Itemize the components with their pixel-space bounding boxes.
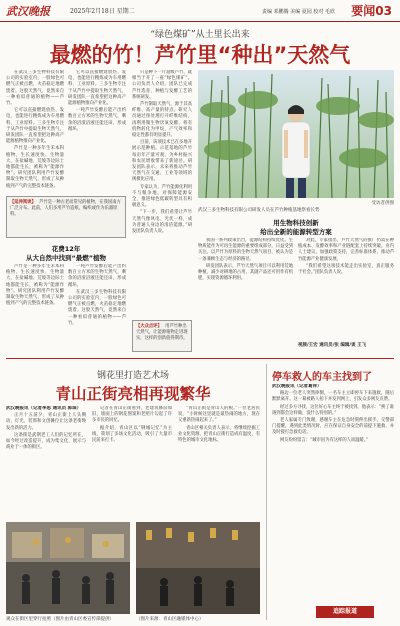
paragraph: 它可以直接燃烧放热、发电，也能进行精炼成为车用燃料、工业原料。三多生物专注于从芦竹中提取生物天然气，研发团队一直希望把这种高产能源植物推向产业化。 (6, 108, 64, 145)
paragraph: 它可以直接燃烧放热、发电，也能进行精炼成为车用燃料、工业原料。三多生物专注于从芦竹中提取生物天然气，研发团队一直希望把这种高产能源植物推向产业化。 (68, 70, 126, 107)
top-story-col1 (6, 70, 64, 204)
paragraph: 一吨芦竹发酵后能产出约数百立方米的生物天然气，剩余的沼渣沼液还能还田，形成循环。 (68, 108, 126, 132)
top-story-col5 (298, 238, 394, 340)
paragraph: 芦竹是一种多年生禾本科植物，生长速度快、生物量大，在盐碱地、荒坡等边际土地都能生长，被称为“能源作物”。研究团队利用芦竹发酵制取生物天然气，形成了从种植到产气的完整技术链条。 (6, 264, 64, 307)
top-story-kicker: “绿色煤矿”从土里长出来 (150, 30, 250, 40)
reed-field-photo (198, 70, 394, 198)
street-photo-caption-1: 观众在街区里穿行拍照（图片由青山区委宣传部提供） (6, 617, 114, 622)
top-story-col1c (6, 264, 64, 350)
paragraph: 路边一位老人突然摔倒，一名车主立即停车下来施救，随后默默离开。这一幕被路人拍下并发到网上，引发众多网友点赞。 (272, 391, 394, 403)
paragraph: 在武汉三多生物科技有限公司的实验室内，一股绿色可燃气正被点燃，火苗稳定地燃烧着。这股天然气，竟然来自一种看似普通的植物——芦竹。 (68, 289, 126, 326)
street-photo-1 (6, 522, 130, 614)
top-story-headline: 最燃的竹！芦竹里“种出”天然气 (49, 43, 351, 67)
column-divider (266, 364, 267, 620)
second-story-author: 武汉晚报讯（记者李思 通讯员 郭琛） (6, 406, 82, 411)
public-comment-box (132, 320, 192, 352)
street-illustration-2 (136, 522, 260, 614)
paragraph: 专家认为，芦竹能源化利用不与粮争地，对保障能源安全、推进绿色低碳转型具有积极意义。 (132, 184, 192, 209)
masthead (0, 0, 400, 22)
paragraph: 正月十五前夕，青山正街上人头攒动，灯光、装饰和文创摊位让这条老街焕发出新的活力。 (6, 413, 86, 431)
second-story-col3 (178, 406, 260, 518)
editor-note: 视频/王宏 通讯员/张 编辑/谈 王飞 (298, 343, 367, 348)
street-photo-caption-2: （图片来源：青山区融媒体中心） (136, 617, 204, 622)
paragraph: 对此，专家指出，芦竹天然气的推广仍需在种植成本、发酵效率和产业链配套上持续突破。业内人士建议，加强政策支持，完善标准体系，推动芦竹能源产业健康发展。 (298, 238, 394, 262)
newspaper-logo: 武汉晚报 (6, 5, 50, 18)
paragraph: 经过多方寻找，这位好心车主终于被找到。他表示：“换了谁遇到都会这样做，没什么特别的。” (272, 404, 394, 416)
paragraph: “下一步，我们希望让芦竹天然气像风电、光伏一样，成为普通人身边的清洁能源。”研发团队负责人说。 (132, 210, 192, 235)
paragraph: 一吨芦竹发酵后能产出约数百立方米的生物天然气，剩余的沼渣沼液还能还田，形成循环。 (68, 264, 126, 288)
paragraph: “我们希望这项技术能走出实验室，真正服务于社会。”团队负责人说。 (298, 263, 394, 276)
second-story-col1 (6, 406, 86, 518)
box-tag: 【延伸阅读】 (10, 200, 36, 205)
third-story-author: 武汉晚报讯（记者葛萍） (272, 384, 322, 389)
top-story-col3 (132, 70, 192, 320)
paragraph: 这条街是武钢老工人们的记忆所在，如今经过改造提升，成为集文化、展示与商业于一体的街区。 (6, 432, 86, 451)
box-text: 芦竹是一种古老而常见的植物，在我国南方广泛分布。此前，人们多用芦竹造纸、编织或作为乐器原料。 (10, 200, 121, 217)
second-story-kicker: 钢花里打造艺术场 (96, 371, 169, 381)
section-divider (6, 358, 394, 359)
editor-credits: 责编 邓鹏腾 美编 夏园 校对 毛欣 (262, 9, 335, 15)
box-tag: 【大众点评】 (136, 324, 162, 329)
paragraph: 在武汉三多生物科技有限公司的实验室内，一股绿色可燃气正被点燃，火苗稳定地燃烧着。这股天然气，竟然来自一种看似普通的植物——芦竹。 (6, 70, 64, 107)
subhead-innovation-line2: 给出全新的能源转型方案 (260, 228, 332, 236)
paragraph: 只是种下一片超级芦竹，就相当于开了一座“绿色煤矿”。公司负责人介绍，团队已完成芦竹选育、种植与发酵工艺的系统研发。 (132, 70, 192, 100)
paragraph: 芦竹制取天然气，源于其高纤维、高产量的特点。研究人员通过预处理打开纤维结构，再利用微生物厌氧发酵，将有机物转化为甲烷，产气效率和稳定性都有明显提升。 (132, 102, 192, 139)
second-story-col2 (92, 406, 172, 518)
paragraph: “青山正街是青山人的根。”一位老居民说，“小时候这里就是最热闹的地方，现在又重新热闹起来了。” (178, 406, 260, 424)
paragraph: 老人家属专门致谢，感谢车主在危急时刻伸出援手。交警部门提醒，遇到此类情况时，应在保证自身安全的前提下施救，并及时拨打急救电话。 (272, 418, 394, 436)
follow-up-tag: 追踪报道 (316, 606, 374, 618)
street-illustration-1 (6, 522, 130, 614)
photo-credit: 受访者供图 (371, 201, 394, 206)
issue-date: 2025年2月18日 星期二 (70, 8, 135, 15)
third-story-body (272, 384, 394, 602)
subhead-innovation: 用生物科技创新 (273, 219, 319, 227)
subhead-12-years-line2: 从大自然中找到“最燃”植物 (25, 254, 107, 262)
top-story-col1b (68, 70, 126, 204)
extended-reading-box (6, 196, 126, 238)
top-story-col4 (198, 238, 293, 350)
reed-field-illustration (198, 70, 394, 198)
paragraph: 芦竹是一种多年生禾本科植物，生长速度快、生物量大，在盐碱地、荒坡等边际土地都能生长，被称为“能源作物”。研究团队利用芦竹发酵制取生物天然气，形成了从种植到产气的完整技术链条。 (6, 146, 64, 189)
paragraph: 研发团队表示，芦竹天然气项目可以利用荒地种植，减少对耕地的占用，其副产品还可用作有机肥，实现资源循环利用。 (198, 263, 293, 282)
paragraph: 据介绍，青山区以“钢城记忆”为主线，策划了多场文化活动，吸引了大量市民前来打卡。 (92, 425, 172, 444)
subhead-12-years: 花费12年 (51, 245, 81, 253)
third-story-headline: 停车救人的车主找到了 (272, 372, 372, 383)
second-story-headline: 青山正街亮相再现繁华 (55, 385, 211, 403)
section-label: 要闻03 (351, 4, 392, 18)
box-text: 用芦竹种出天然气，让能源植物走进现实，这样的创新值得期待。 (136, 324, 188, 341)
paragraph: 青山区相关负责人表示，将继续挖掘工业文化资源，把青山正街打造成有温度、有特色的城市文化地标。 (178, 425, 260, 444)
paragraph: 记者在青山正街看到，老建筑修旧如旧，墙面上的钢花图案和老照片勾起了许多市民的回忆。 (92, 406, 172, 424)
paragraph: 目前，该项技术已在多地开展示范种植。示范基地的芦竹每亩年产量可观，为乡村振兴和农民增收带来了新途径。研发团队表示，未来将推动芦竹天然气在交通、工业等领域的规模化应用。 (132, 140, 192, 183)
photo-caption: 武汉三多生物科技有限公司研发人员在芦竹种植基地察看长势 (198, 208, 320, 213)
top-story-col1d (68, 264, 126, 350)
paragraph: 网友纷纷留言：“城市因为有这样的人而温暖。” (280, 437, 369, 443)
street-photo-2 (136, 522, 260, 614)
paragraph: 我国一系列政策出台，能源结构持续优化。生物质能作为可再生能源的重要组成部分，日益受到关注。以芦竹为原料的生物天然气项目，被认为是一条兼顾生态与经济的路径。 (198, 238, 293, 262)
